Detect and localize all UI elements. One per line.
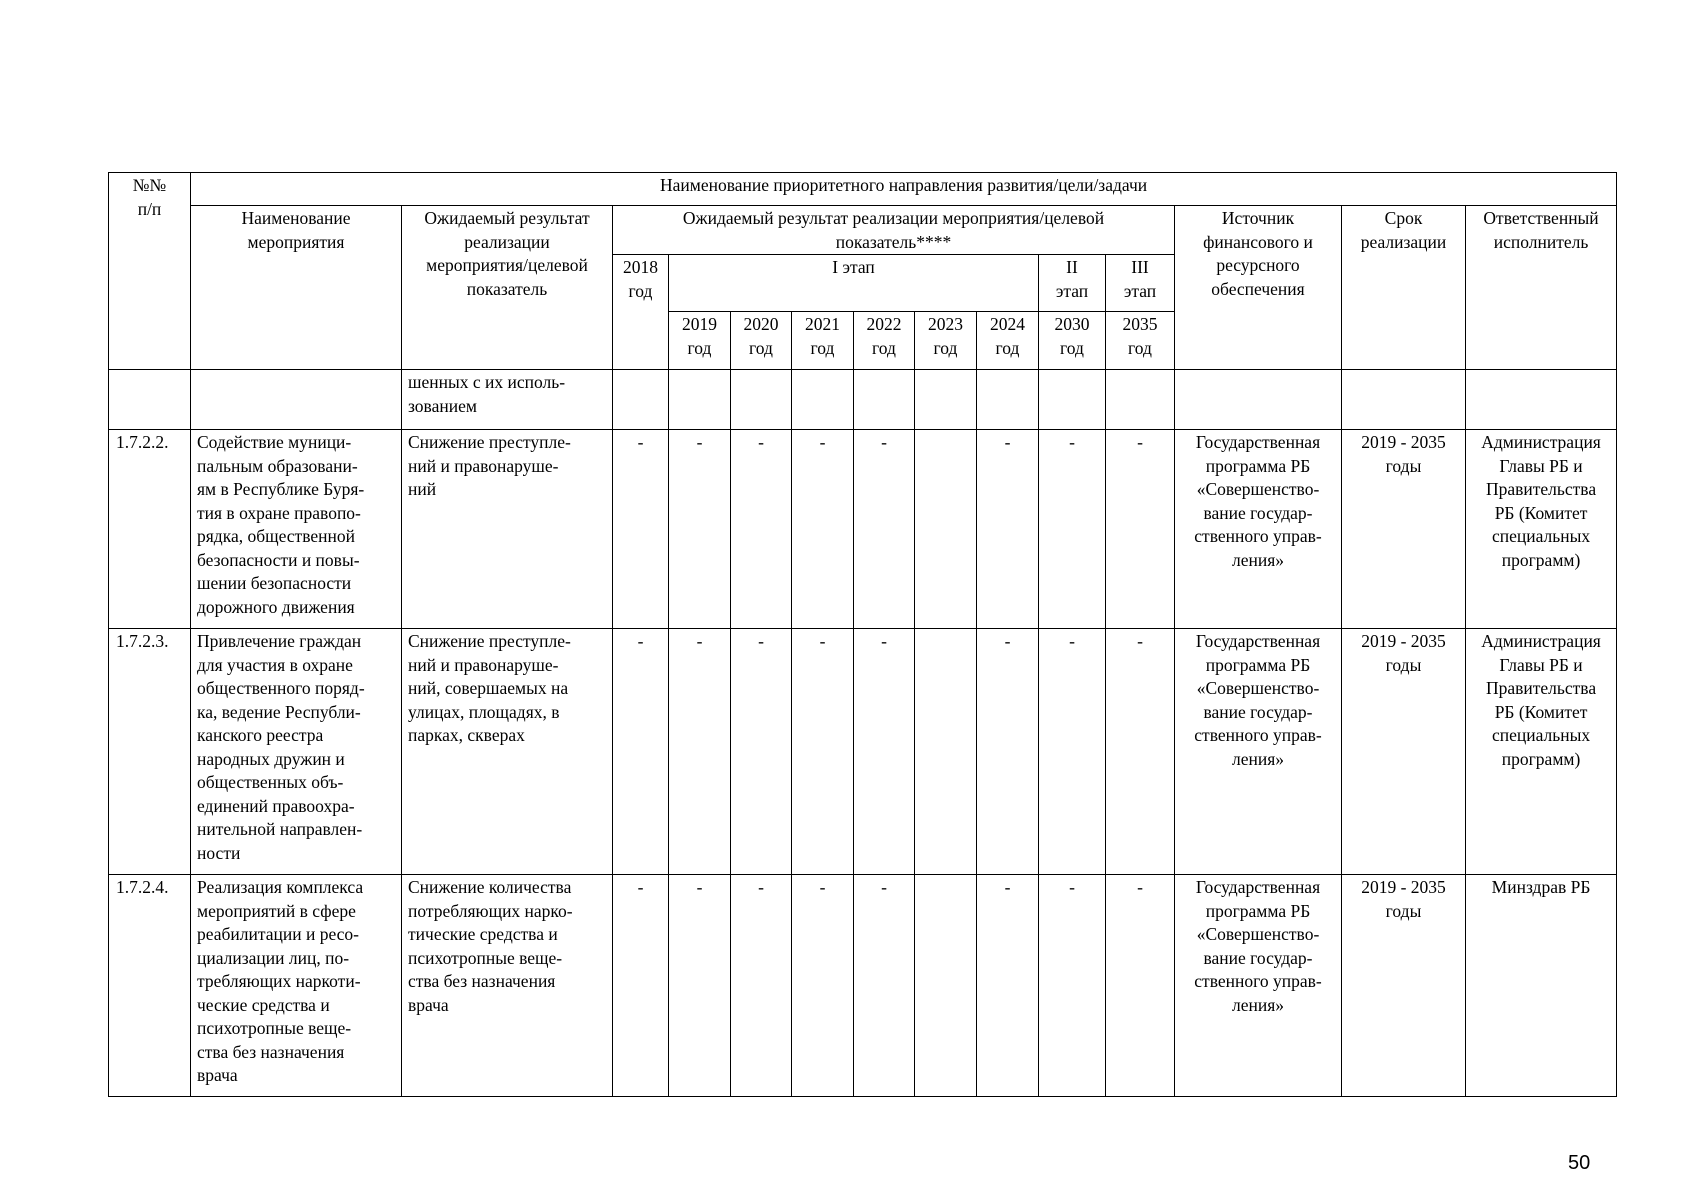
cell-empty	[1175, 370, 1342, 430]
header-year-2030: 2030 год	[1039, 312, 1106, 370]
value-2020: -	[731, 430, 792, 629]
page-number: 50	[1568, 1152, 1591, 1174]
header-term: Срок реализации	[1342, 206, 1466, 370]
expected-result: Снижение преступле- ний и правонаруше- ний, совершаемых на улицах, площадях, в парках, скверах	[402, 629, 613, 875]
value-2022: -	[854, 875, 915, 1097]
cell-empty	[854, 370, 915, 430]
implementation-term: 2019 - 2035 годы	[1342, 430, 1466, 629]
row-number: 1.7.2.3.	[109, 629, 191, 875]
cell-empty	[613, 370, 669, 430]
implementation-term: 2019 - 2035 годы	[1342, 629, 1466, 875]
cell-empty	[915, 370, 977, 430]
value-2024: -	[977, 430, 1039, 629]
event-name: Содействие муници- пальным образовани- ям в Республике Буря- тия в охране правопо- рядка, общественной безопасности и повы- шении безопасности дорожного движения	[191, 430, 402, 629]
header-year-2019: 2019 год	[669, 312, 731, 370]
value-2019: -	[669, 875, 731, 1097]
value-2020: -	[731, 875, 792, 1097]
value-2018: -	[613, 430, 669, 629]
header-year-2020: 2020 год	[731, 312, 792, 370]
table-row	[109, 629, 1617, 875]
implementation-term: 2019 - 2035 годы	[1342, 875, 1466, 1097]
header-num: №№ п/п	[109, 173, 191, 370]
value-2021: -	[792, 875, 854, 1097]
table-row	[109, 430, 1617, 629]
header-year-2018: 2018 год	[613, 255, 669, 370]
value-2023	[915, 430, 977, 629]
value-2018: -	[613, 629, 669, 875]
cell-empty	[977, 370, 1039, 430]
responsible-executor: Администрация Главы РБ и Правительства РБ (Комитет специальных программ)	[1466, 430, 1617, 629]
header-expected-result: Ожидаемый результат реализации мероприятия/целевой показатель	[402, 206, 613, 370]
expected-result: Снижение количества потребляющих нарко- тические средства и психотропные веще- ства без назначения врача	[402, 875, 613, 1097]
responsible-executor: Минздрав РБ	[1466, 875, 1617, 1097]
measures-table	[108, 172, 1617, 1097]
responsible-executor: Администрация Главы РБ и Правительства РБ (Комитет специальных программ)	[1466, 629, 1617, 875]
value-2023	[915, 875, 977, 1097]
value-2023	[915, 629, 977, 875]
funding-source: Государственная программа РБ «Совершенство- вание государ- ственного управ- ления»	[1175, 430, 1342, 629]
continuation-row	[109, 370, 1617, 430]
cell-empty	[792, 370, 854, 430]
value-2035: -	[1106, 629, 1175, 875]
header-year-2035: 2035 год	[1106, 312, 1175, 370]
event-name: Привлечение граждан для участия в охране общественного поряд- ка, ведение Республи- канского реестра народных дружин и общественных объ- единений правоохра- нительной направлен- ности	[191, 629, 402, 875]
row-number: 1.7.2.4.	[109, 875, 191, 1097]
value-2030: -	[1039, 430, 1106, 629]
cell-empty	[1466, 370, 1617, 430]
header-year-2022: 2022 год	[854, 312, 915, 370]
value-2030: -	[1039, 875, 1106, 1097]
header-year-2021: 2021 год	[792, 312, 854, 370]
header-source: Источник финансового и ресурсного обеспечения	[1175, 206, 1342, 370]
funding-source: Государственная программа РБ «Совершенство- вание государ- ственного управ- ления»	[1175, 629, 1342, 875]
value-2022: -	[854, 629, 915, 875]
value-2024: -	[977, 629, 1039, 875]
header-event-name: Наименование мероприятия	[191, 206, 402, 370]
header-priority: Наименование приоритетного направления развития/цели/задачи	[191, 173, 1617, 206]
cell-empty	[1342, 370, 1466, 430]
value-2018: -	[613, 875, 669, 1097]
value-2020: -	[731, 629, 792, 875]
continuation-result: шенных с их исполь- зованием	[402, 370, 613, 430]
value-2022: -	[854, 430, 915, 629]
funding-source: Государственная программа РБ «Совершенство- вание государ- ственного управ- ления»	[1175, 875, 1342, 1097]
header-stage-3: III этап	[1106, 255, 1175, 312]
header-responsible: Ответственный исполнитель	[1466, 206, 1617, 370]
value-2021: -	[792, 430, 854, 629]
cell-empty	[1106, 370, 1175, 430]
value-2035: -	[1106, 875, 1175, 1097]
value-2019: -	[669, 629, 731, 875]
header-stage-2: II этап	[1039, 255, 1106, 312]
header-year-2024: 2024 год	[977, 312, 1039, 370]
value-2030: -	[1039, 629, 1106, 875]
header-stage-1: I этап	[669, 255, 1039, 312]
table-row	[109, 875, 1617, 1097]
cell-empty	[731, 370, 792, 430]
value-2019: -	[669, 430, 731, 629]
value-2035: -	[1106, 430, 1175, 629]
cell-empty	[191, 370, 402, 430]
header-expected-result-years: Ожидаемый результат реализации мероприятия/целевой показатель****	[613, 206, 1175, 255]
header-year-2023: 2023 год	[915, 312, 977, 370]
event-name: Реализация комплекса мероприятий в сфере реабилитации и ресо- циализации лиц, по- требляющих наркоти- ческие средства и психотропные веще- ства без назначения врача	[191, 875, 402, 1097]
value-2024: -	[977, 875, 1039, 1097]
expected-result: Снижение преступле- ний и правонаруше- ний	[402, 430, 613, 629]
row-number: 1.7.2.2.	[109, 430, 191, 629]
cell-empty	[1039, 370, 1106, 430]
cell-empty	[109, 370, 191, 430]
cell-empty	[669, 370, 731, 430]
value-2021: -	[792, 629, 854, 875]
